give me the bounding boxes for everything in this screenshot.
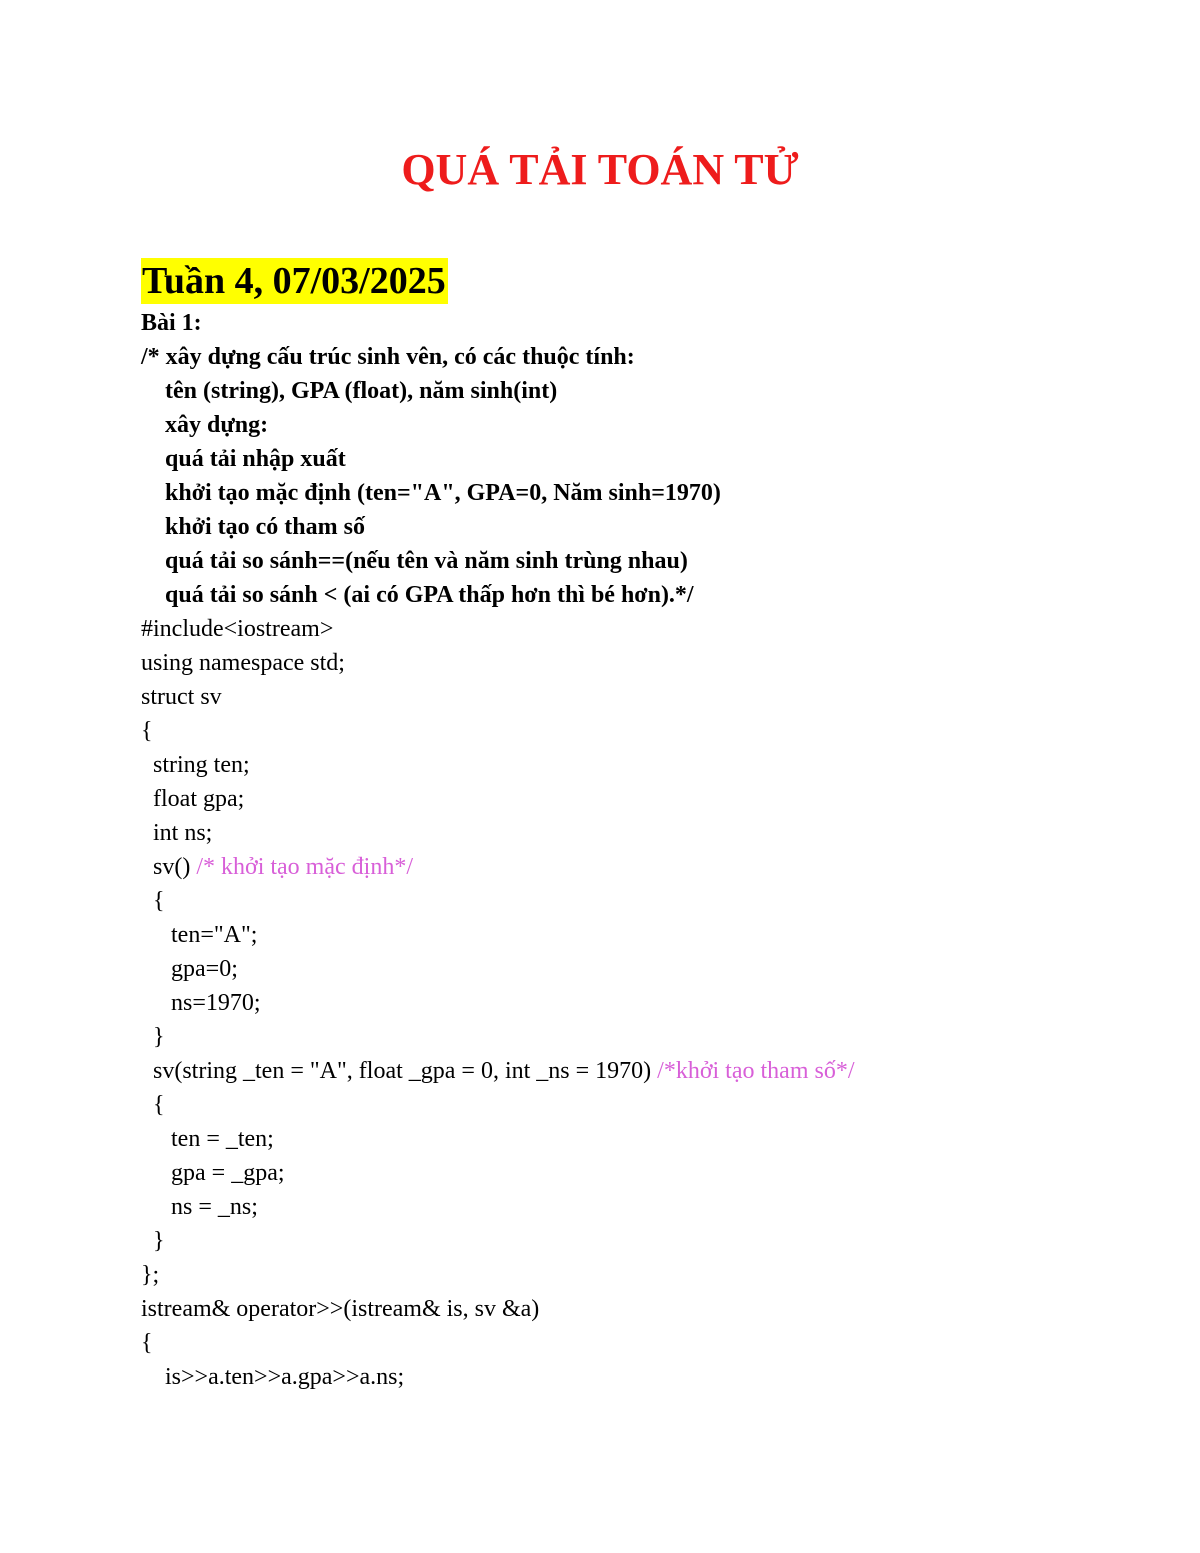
code-text: using namespace std; — [141, 650, 345, 676]
code-line — [141, 1122, 1181, 1156]
description-line: xây dựng: — [141, 412, 269, 438]
code-line — [141, 714, 1181, 748]
code-line — [141, 986, 1181, 1020]
code-line — [141, 816, 1181, 850]
code-line — [141, 1360, 1181, 1394]
code-text: gpa = _gpa; — [141, 1160, 285, 1186]
code-comment: /* khởi tạo mặc định*/ — [196, 854, 413, 880]
description-line: khởi tạo có tham số — [141, 514, 365, 540]
code-line — [141, 1020, 1181, 1054]
description-line: quá tải nhập xuất — [141, 446, 346, 472]
code-text: int ns; — [141, 820, 213, 846]
code-line — [141, 646, 1181, 680]
code-text: }; — [141, 1262, 160, 1288]
code-text: { — [141, 888, 165, 914]
code-text: { — [141, 1330, 153, 1356]
page-title: QUÁ TẢI TOÁN TỬ — [401, 145, 799, 194]
description-line: /* xây dựng cấu trúc sinh vên, có các thuộc tính: — [141, 344, 635, 370]
code-text: } — [141, 1228, 165, 1254]
exercise-label: Bài 1: — [141, 310, 202, 336]
description-line: quá tải so sánh==(nếu tên và năm sinh trùng nhau) — [141, 548, 688, 574]
description-line: khởi tạo mặc định (ten="A", GPA=0, Năm sinh=1970) — [141, 480, 721, 506]
code-line — [141, 1156, 1181, 1190]
code-text: ns = _ns; — [141, 1194, 258, 1220]
code-line — [141, 1258, 1181, 1292]
code-line — [141, 1054, 1181, 1088]
code-text: sv() — [141, 854, 197, 880]
code-text: is>>a.ten>>a.gpa>>a.ns; — [141, 1364, 405, 1390]
code-text: float gpa; — [141, 786, 245, 812]
code-text: } — [141, 1024, 165, 1050]
code-text: struct sv — [141, 684, 222, 710]
code-text: #include<iostream> — [141, 616, 334, 642]
code-line — [141, 850, 1181, 884]
code-line — [141, 1088, 1181, 1122]
code-text: { — [141, 1092, 165, 1118]
description-line: tên (string), GPA (float), năm sinh(int) — [141, 378, 558, 404]
code-line — [141, 612, 1181, 646]
code-line — [141, 782, 1181, 816]
code-line — [141, 680, 1181, 714]
code-text: ns=1970; — [141, 990, 261, 1016]
code-line — [141, 1190, 1181, 1224]
code-line — [141, 1326, 1181, 1360]
code-text: ten="A"; — [141, 922, 258, 948]
code-comment: /*khởi tạo tham số*/ — [657, 1058, 855, 1084]
code-text: { — [141, 718, 153, 744]
description-line: quá tải so sánh < (ai có GPA thấp hơn thì bé hơn).*/ — [141, 582, 694, 608]
code-text: istream& operator>>(istream& is, sv &a) — [141, 1296, 540, 1322]
code-text: gpa=0; — [141, 956, 238, 982]
week-heading: Tuần 4, 07/03/2025 — [142, 260, 446, 302]
code-line — [141, 1224, 1181, 1258]
code-text: ten = _ten; — [141, 1126, 274, 1152]
content-lines — [141, 306, 1181, 1394]
code-text: sv(string _ten = "A", float _gpa = 0, int _ns = 1970) — [141, 1058, 658, 1084]
code-line — [141, 1292, 1181, 1326]
code-line — [141, 884, 1181, 918]
code-line — [141, 748, 1181, 782]
code-line — [141, 918, 1181, 952]
code-line — [141, 952, 1181, 986]
code-text: string ten; — [141, 752, 250, 778]
